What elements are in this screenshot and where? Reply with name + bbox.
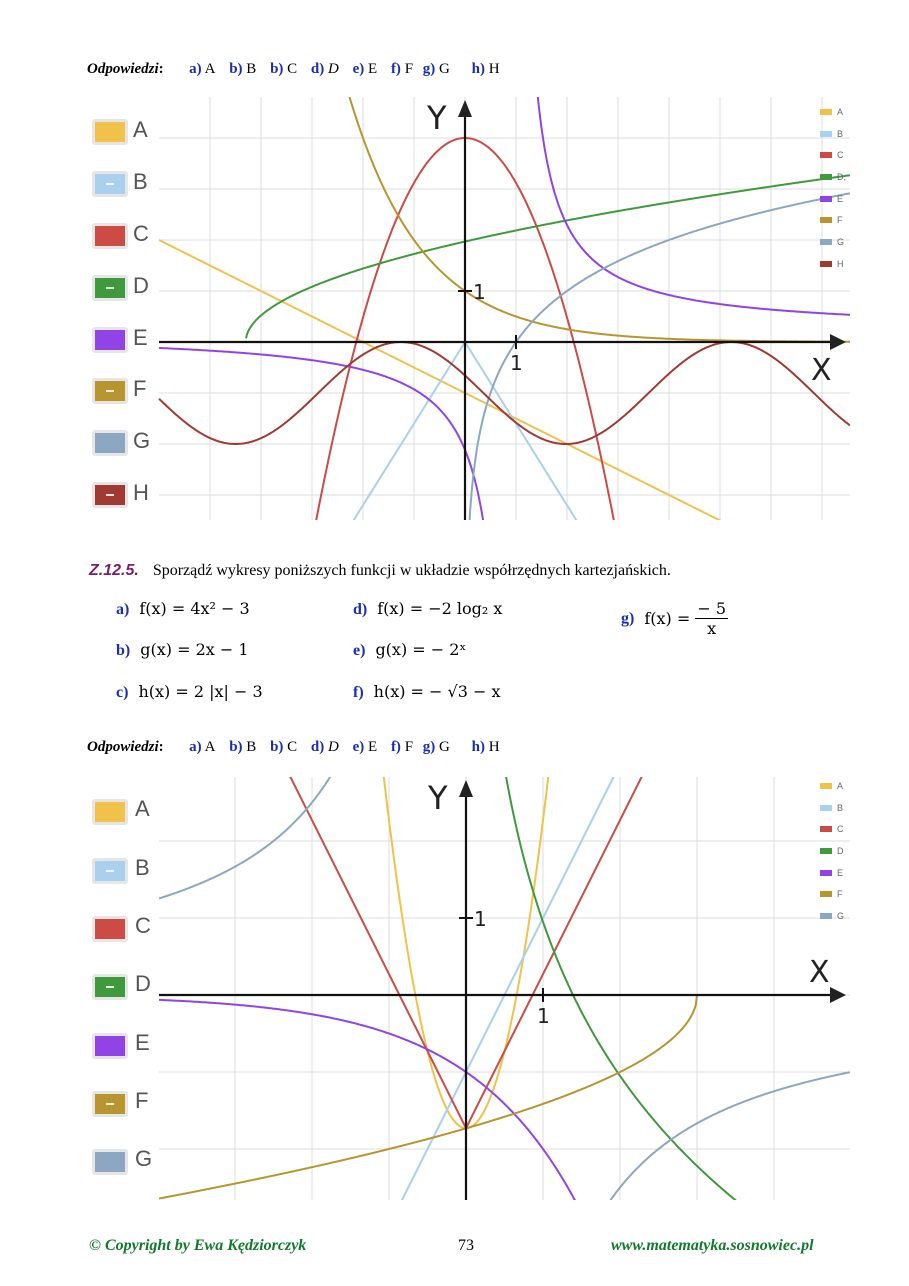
answer-item: h) H	[471, 61, 500, 77]
legend-swatch-h[interactable]	[92, 482, 128, 508]
curve-a	[159, 240, 850, 520]
x-tick-label: 1	[537, 1004, 550, 1028]
y-axis-arrow	[458, 100, 472, 117]
curve-g	[466, 193, 850, 520]
answer-item: f) F	[390, 739, 414, 755]
answer-item: g) G	[422, 739, 450, 755]
legend-label: G	[133, 428, 151, 453]
answer-item: b) B	[229, 61, 257, 77]
graph-bottom-plot	[87, 777, 850, 1200]
legend-swatch-c[interactable]	[92, 223, 128, 249]
curve-e	[159, 97, 850, 520]
function-g: g) f(x) = $\frac{- 5}{x}$	[621, 599, 727, 638]
answer-item: h) H	[471, 739, 500, 755]
answer-item: e) E	[352, 61, 378, 77]
curve-d	[473, 777, 850, 1200]
legend-label: F	[133, 376, 147, 401]
function-c: c) h(x) = 2 |x| − 3	[116, 682, 263, 701]
answers-line-top: Odpowiedzi: a) A b) B b) C d) D e) E f) F g) G h) H	[87, 61, 500, 77]
curve-b	[159, 342, 826, 520]
function-b: b) g(x) = 2x − 1	[116, 640, 249, 659]
legend-swatch-d[interactable]	[92, 275, 128, 301]
x-axis-arrow	[830, 987, 846, 1003]
legend-label: H	[133, 480, 149, 505]
graph-top-plot	[87, 97, 850, 520]
curve-e	[159, 1000, 694, 1200]
x-axis-label: X	[809, 955, 830, 990]
answer-item: b) C	[270, 739, 298, 755]
legend-swatch-g[interactable]	[92, 1149, 128, 1175]
legend-label: E	[133, 325, 148, 350]
answers-line-bottom: Odpowiedzi: a) A b) B b) C d) D e) E f) F g) G h) H	[87, 739, 500, 755]
legend-label: B	[135, 855, 150, 880]
legend-label: C	[133, 221, 149, 246]
y-tick-label: 1	[473, 280, 486, 304]
x-axis-label: X	[811, 353, 832, 388]
legend-swatch-b[interactable]	[92, 171, 128, 197]
legend-swatch-f[interactable]	[92, 378, 128, 404]
legend-swatch-e[interactable]	[92, 1033, 128, 1059]
x-tick-label: 1	[510, 351, 523, 375]
answers-label: Odpowiedzi	[87, 739, 159, 755]
answer-item: e) E	[352, 739, 378, 755]
y-axis-label: Y	[427, 99, 447, 137]
legend-swatch-g[interactable]	[92, 430, 128, 456]
grid	[159, 97, 850, 520]
answer-item: b) C	[270, 61, 298, 77]
legend-swatch-e[interactable]	[92, 327, 128, 353]
legend-label: A	[133, 117, 148, 142]
legend-swatch-b[interactable]	[92, 858, 128, 884]
legend-label: A	[135, 796, 150, 821]
function-a: a) f(x) = 4x² − 3	[116, 599, 250, 618]
graph-top-mini-legend: A B C D, E F G H	[820, 101, 846, 275]
answer-item: a) A	[189, 739, 216, 755]
legend-swatch-d[interactable]	[92, 974, 128, 1000]
legend-swatch-c[interactable]	[92, 916, 128, 942]
y-axis-label: Y	[428, 779, 448, 817]
answer-item: d) D	[310, 61, 339, 77]
footer-website[interactable]: www.matematyka.sosnowiec.pl	[611, 1237, 814, 1254]
curves	[159, 97, 850, 520]
answer-item: g) G	[422, 61, 450, 77]
task-header	[89, 562, 671, 580]
answer-item: b) B	[229, 739, 257, 755]
legend-label: D	[133, 273, 149, 298]
legend-label: E	[135, 1030, 150, 1055]
curve-g	[159, 777, 850, 1200]
function-e: e) g(x) = − 2ˣ	[353, 640, 467, 659]
legend-swatch-f[interactable]	[92, 1091, 128, 1117]
grid	[159, 777, 850, 1200]
legend-label: B	[133, 169, 148, 194]
legend-swatch-a[interactable]	[92, 799, 128, 825]
legend-label: F	[135, 1088, 149, 1113]
task-number: Z.12.5.	[89, 562, 139, 579]
footer-copyright: © Copyright by Ewa Kędziorczyk	[89, 1237, 307, 1254]
graph-bottom	[87, 777, 850, 1200]
y-tick-label: 1	[474, 907, 487, 931]
graph-bottom-mini-legend: A B C D E F G	[820, 777, 844, 927]
answer-item: d) D	[310, 739, 339, 755]
legend-label: C	[135, 913, 151, 938]
curves	[159, 777, 850, 1200]
curve-f	[159, 995, 697, 1199]
graph-top	[87, 97, 850, 520]
y-axis-arrow	[459, 780, 473, 797]
legend-label: D	[135, 971, 151, 996]
task-text: Sporządź wykresy poniższych funkcji w układzie współrzędnych kartezjańskich.	[152, 562, 671, 579]
page-number: 73	[458, 1237, 474, 1254]
function-d: d) f(x) = −2 log₂ x	[353, 599, 503, 618]
curve-c	[159, 777, 841, 1128]
answers-label: Odpowiedzi	[87, 61, 159, 77]
legend-label: G	[135, 1146, 153, 1171]
answer-item: f) F	[390, 61, 414, 77]
legend-swatch-a[interactable]	[92, 119, 128, 145]
x-axis-arrow	[830, 334, 846, 350]
answer-item: a) A	[189, 61, 216, 77]
function-f: f) h(x) = − √3 − x	[353, 682, 501, 701]
curve-b	[202, 777, 813, 1200]
